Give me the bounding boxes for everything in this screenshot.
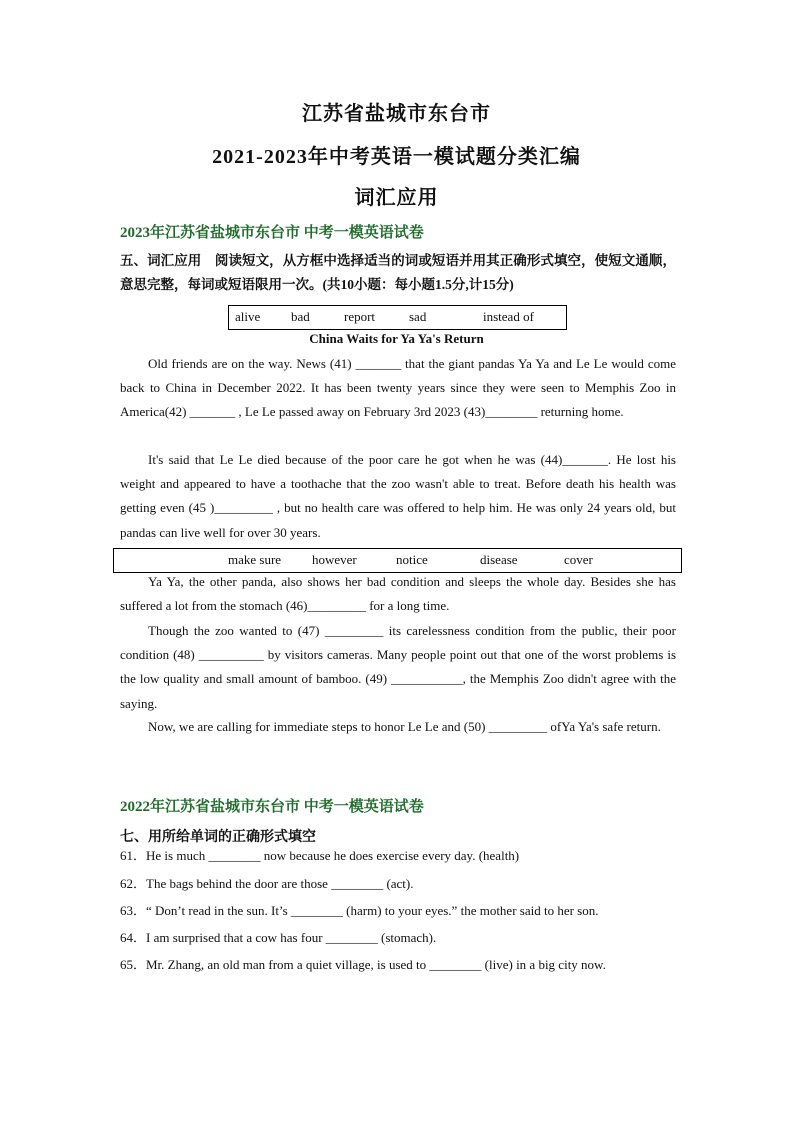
word-box-1-item: report [344, 309, 376, 324]
section-2022-instruction: 七、用所给单词的正确形式填空 [120, 830, 316, 845]
word-box-2-item: make sure [228, 552, 282, 567]
question-item: 61．He is much ________ now because he does exercise every day. (health) [120, 848, 520, 863]
question-item: 64．I am surprised that a cow has four ________ (stomach). [120, 930, 437, 945]
word-box-1 [228, 305, 567, 330]
story-title: China Waits for Ya Ya's Return [309, 331, 484, 346]
word-box-2-item: disease [480, 552, 518, 567]
passage-paragraph-5: Now, we are calling for immediate steps to honor Le Le and (50) _________ ofYa Ya's safe return. [148, 719, 661, 734]
word-box-2-item: however [312, 552, 357, 567]
question-item: 63．“ Don’t read in the sun. It’s ________ (harm) to your eyes.” the mother said to her son. [120, 903, 599, 918]
word-box-2-item: notice [396, 552, 428, 567]
passage-paragraph-4: Though the zoo wanted to (47) _________ its carelessness condition from the public, their poor condition (48) __________ by visitors cameras. Many people point out that one of the worst problems is the low quality and small amount of bamboo. (49) ___________, the Memphis Zoo didn't agree with the saying. [120, 623, 676, 711]
section-2022-heading: 2022年江苏省盐城市东台市 中考一模英语试卷 [120, 799, 424, 815]
section-2023-instruction: 五、词汇应用 阅读短文，从方框中选择适当的词或短语并用其正确形式填空，使短文通顺，意思完整，每词或短语限用一次。(共10小题：每小题1.5分,计15分) [120, 253, 676, 292]
section-2023-heading: 2023年江苏省盐城市东台市 中考一模英语试卷 [120, 225, 424, 241]
passage-paragraph-2: It's said that Le Le died because of the poor care he got when he was (44)_______. He lost his weight and appeared to have a toothache that the zoo wasn't able to treat. Before death his health was getting even (45 )_________ , but no health care was offered to help him. He was only 24 years old, but pandas can live well for over 30 years. [120, 452, 676, 540]
passage-paragraph-1: Old friends are on the way. News (41) _______ that the giant pandas Ya Ya and Le Le would come back to China in December 2022. It has been twenty years since they were seen to Memphis Zoo in America(42) _______ , Le Le passed away on February 3rd 2023 (43)________ returning home. [120, 356, 676, 420]
title-line-1: 江苏省盐城市东台市 [302, 103, 491, 125]
title-line-2: 2021-2023年中考英语一模试题分类汇编 [212, 146, 581, 168]
title-line-3: 词汇应用 [354, 187, 439, 209]
question-item: 65．Mr. Zhang, an old man from a quiet village, is used to ________ (live) in a big city now. [120, 957, 606, 972]
word-box-1-item: instead of [483, 309, 534, 324]
word-box-1-item: sad [409, 309, 427, 324]
word-box-1-item: bad [291, 309, 310, 324]
question-item: 62．The bags behind the door are those ________ (act). [120, 876, 414, 891]
passage-paragraph-3: Ya Ya, the other panda, also shows her bad condition and sleeps the whole day. Besides she has suffered a lot from the stomach (46)_________ for a long time. [120, 574, 676, 614]
word-box-2-item: cover [564, 552, 593, 567]
word-box-1-item: alive [235, 309, 261, 324]
